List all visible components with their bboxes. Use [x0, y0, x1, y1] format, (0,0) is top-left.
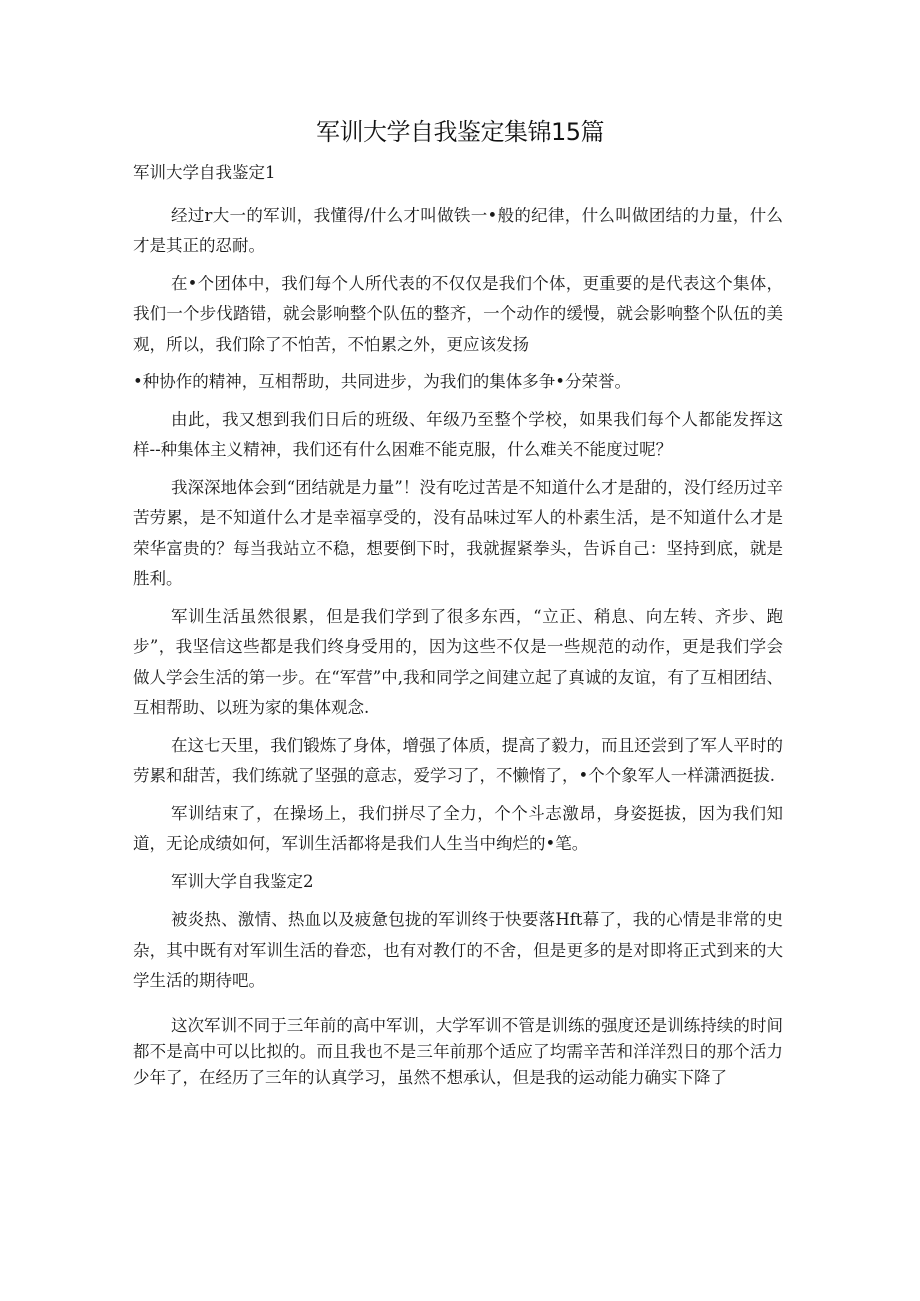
body-paragraph: •种协作的精神，互相帮助，共同进步，为我们的集体多争•分荣誉。 [133, 372, 631, 391]
body-paragraph: 军训结束了，在操场上，我们拼尽了全力，个个斗志激昂，身姿挺拔，因为我们知道，无论成绩如何，军训生活都将是我们人生当中绚烂的•笔。 [133, 803, 783, 853]
body-paragraph: 在这七天里，我们锻炼了身体，增强了体质，提高了毅力，而且还尝到了军人平时的劳累和甜苦，我们练就了坚强的意志，爱学习了，不懒惰了，•个个象军人一样潇洒挺拔. [133, 735, 783, 785]
section-heading-2: 军训大学自我鉴定2 [170, 871, 314, 891]
body-paragraph: 在•个团体中，我们每个人所代表的不仅仅是我们个体，更重要的是代表这个集体，我们一个步伐踏错，就会影响整个队伍的整齐，一个动作的缓慢，就会影响整个队伍的美观，所以，我们除了不怕苦，不怕累之外，更应该发扬 [133, 273, 783, 354]
body-paragraph: 我深深地体会到“团结就是力量”！没有吃过苦是不知道什么才是甜的，没仃经历过辛苦劳累，是不知道什么才是幸福享受的，没有品味过军人的朴素生活，是不知道什么才是荣华富贵的？每当我站立不稳，想要倒下时，我就握紧拳头，告诉自己：坚持到底，就是胜利。 [133, 477, 783, 588]
body-paragraph: 经过r大一的军训，我懂得/什么才叫做铁一•般的纪律，什么叫做团结的力量，什么才是其正的忍耐。 [133, 205, 783, 255]
document-title: 军训大学自我鉴定集锦15篇 [315, 118, 605, 146]
body-paragraph: 军训生活虽然很累，但是我们学到了很多东西，“立正、稍息、向左转、齐步、跑步”，我坚信这些都是我们终身受用的，因为这些不仅是一些规范的动作，更是我们学会做人学会生活的第一步。在“军营”中,我和同学之间建立起了真诚的友谊，有了互相团结、互相帮助、以班为家的集体观念. [133, 606, 783, 717]
section-heading-1: 军训大学自我鉴定1 [133, 163, 276, 182]
body-paragraph: 这次军训不同于三年前的高中军训，大学军训不管是训练的强度还是训练持续的时间都不是高中可以比拟的。而且我也不是三年前那个适应了均需辛苦和洋洋烈日的那个活力少年了，在经历了三年的认真学习，虽然不想承认，但是我的运动能力确实下降了 [133, 1015, 783, 1087]
document-body [133, 158, 783, 1098]
body-paragraph: 被炎热、激情、热血以及疲惫包拢的军训终于快要落Hft幕了，我的心情是非常的史杂，其中既有对军训生活的眷恋，也有对教仃的不舍，但是更多的是对即将正式到来的大学生活的期待吧。 [133, 910, 783, 990]
body-paragraph: 由此，我又想到我们日后的班级、年级乃至整个学校，如果我们每个人都能发挥这样--种集体主义精神，我们还有什么困难不能克服，什么难关不能度过呢？ [133, 409, 783, 459]
